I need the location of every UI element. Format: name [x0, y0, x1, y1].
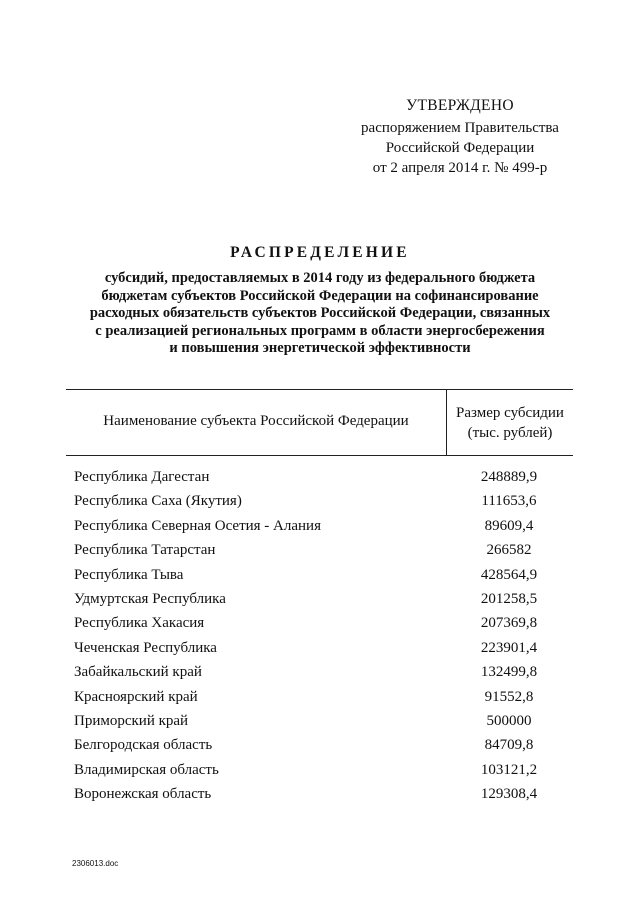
approved-stamp: УТВЕРЖДЕНО [406, 97, 514, 114]
subsidy-value: 84709,8 [484, 737, 534, 754]
table-row [74, 493, 574, 517]
subsidy-value: 207369,8 [480, 615, 538, 632]
file-name: 2306013.doc [72, 859, 119, 868]
subtitle-line: субсидий, предоставляемых в 2014 году из федерального бюджета [104, 270, 536, 286]
subtitle-line: расходных обязательств субъектов Российской Федерации, связанных [89, 305, 551, 321]
region-name: Чеченская Республика [74, 639, 217, 656]
column-header-size-line-2: (тыс. рублей) [467, 425, 553, 441]
subsidy-value: 248889,9 [480, 469, 538, 485]
subsidy-value: 223901,4 [480, 639, 538, 656]
subsidy-value: 103121,2 [480, 761, 538, 778]
table-row [74, 518, 574, 542]
subsidy-value: 266582 [486, 542, 532, 559]
table-top-border [66, 389, 573, 390]
region-name: Республика Северная Осетия - Алания [74, 517, 321, 534]
table-body [74, 469, 574, 810]
region-name: Владимирская область [74, 761, 219, 778]
subsidy-value: 129308,4 [480, 786, 538, 803]
approval-line-3: от 2 апреля 2014 г. № 499-р [372, 160, 548, 176]
table-row [74, 689, 574, 713]
column-header-name: Наименование субъекта Российской Федерации [103, 413, 409, 429]
subsidy-value: 111653,6 [481, 493, 537, 510]
approval-line-2: Российской Федерации [385, 140, 535, 156]
subsidy-value: 201258,5 [480, 590, 538, 607]
document-subtitle [40, 270, 600, 358]
table-row [74, 640, 574, 664]
subtitle-line: и повышения энергетической эффективности [169, 340, 471, 356]
table-row [74, 737, 574, 761]
table-header-bottom-border [66, 455, 573, 456]
subsidy-value: 91552,8 [484, 688, 534, 705]
region-name: Республика Хакасия [74, 615, 205, 632]
region-name: Республика Дагестан [74, 469, 210, 485]
subsidy-value: 89609,4 [484, 517, 534, 534]
table-row [74, 713, 574, 737]
subtitle-line: бюджетам субъектов Российской Федерации на софинансирование [101, 287, 539, 304]
region-name: Республика Саха (Якутия) [74, 493, 242, 510]
region-name: Красноярский край [74, 688, 198, 705]
table-row [74, 664, 574, 688]
region-name: Воронежская область [74, 786, 212, 803]
column-header-size-line-1: Размер субсидии [456, 405, 564, 421]
table-row [74, 615, 574, 639]
approval-line-1: распоряжением Правительства [361, 120, 559, 136]
subsidy-value: 428564,9 [480, 566, 538, 583]
table-row [74, 567, 574, 591]
table-row [74, 786, 574, 810]
region-name: Республика Тыва [74, 566, 184, 583]
region-name: Приморский край [74, 712, 189, 729]
region-name: Забайкальский край [74, 664, 202, 681]
table-row [74, 591, 574, 615]
table-row [74, 762, 574, 786]
region-name: Белгородская область [74, 737, 213, 754]
region-name: Удмуртская Республика [74, 590, 226, 607]
region-name: Республика Татарстан [74, 542, 216, 559]
subtitle-line: с реализацией региональных программ в области энергосбережения [95, 322, 545, 339]
document-title: РАСПРЕДЕЛЕНИЕ [230, 244, 410, 261]
approval-block [330, 96, 590, 178]
column-header-size [447, 403, 573, 443]
subsidy-value: 500000 [486, 712, 532, 729]
table-row [74, 469, 574, 493]
table-row [74, 542, 574, 566]
subsidy-value: 132499,8 [480, 664, 538, 681]
